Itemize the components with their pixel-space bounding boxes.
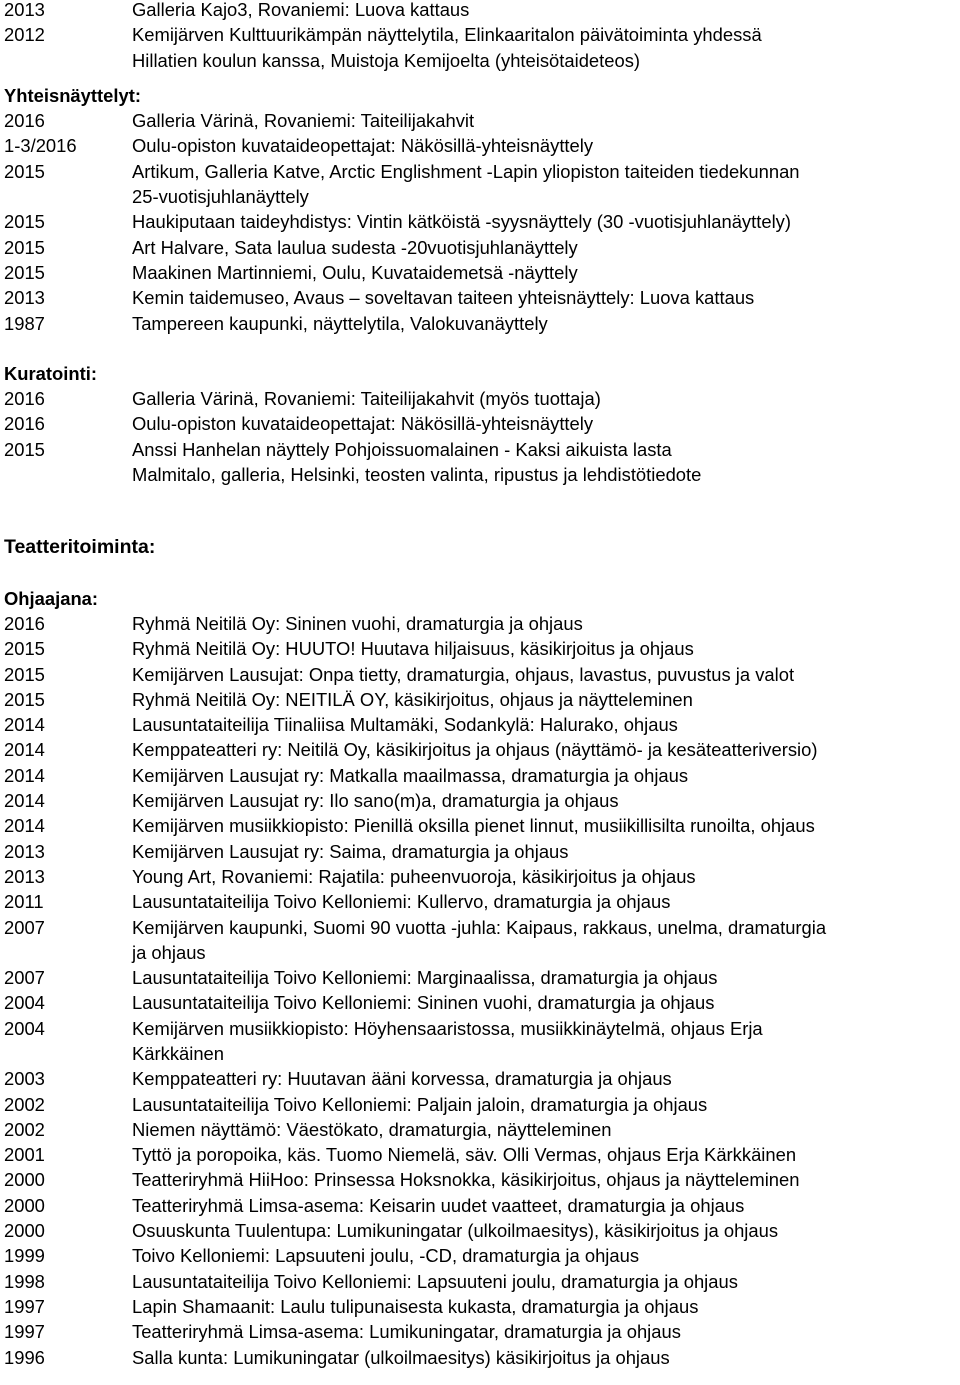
entry-text: 25-vuotisjuhlanäyttely xyxy=(132,186,309,208)
list-item xyxy=(4,260,960,285)
entry-text: Young Art, Rovaniemi: Rajatila: puheenvuoroja, käsikirjoitus ja ohjaus xyxy=(132,865,696,887)
kuratointi-list xyxy=(4,386,960,487)
entry-year: 1997 xyxy=(4,1321,45,1343)
entry-text: Kemijärven musiikkiopisto: Pienillä oksilla pienet linnut, musiikillisilta runoilta, ohjaus xyxy=(132,815,815,837)
list-item xyxy=(4,184,960,209)
entry-year: 2014 xyxy=(4,764,45,786)
list-item xyxy=(4,990,960,1015)
list-item xyxy=(4,159,960,184)
list-item xyxy=(4,940,960,965)
list-item xyxy=(4,687,960,712)
entry-year: 2003 xyxy=(4,1068,45,1090)
entry-text: Malmitalo, galleria, Helsinki, teosten valinta, ripustus ja lehdistötiedote xyxy=(132,464,702,486)
entry-text: Tampereen kaupunki, näyttelytila, Valokuvanäyttely xyxy=(132,312,548,334)
list-item xyxy=(4,611,960,636)
list-item xyxy=(4,763,960,788)
ohjaajana-heading: Ohjaajana: xyxy=(4,587,99,609)
list-item xyxy=(4,662,960,687)
entry-year: 2004 xyxy=(4,992,45,1014)
entry-text: Oulu-opiston kuvataideopettajat: Näkösillä-yhteisnäyttely xyxy=(132,413,594,435)
entry-text: Lausuntataiteilija Tiinaliisa Multamäki, Sodankylä: Halurako, ohjaus xyxy=(132,714,678,736)
yhteisnayttelyt-heading: Yhteisnäyttelyt: xyxy=(4,84,141,106)
list-item xyxy=(4,1041,960,1066)
list-item xyxy=(4,889,960,914)
entry-year: 2016 xyxy=(4,110,45,132)
list-item xyxy=(4,712,960,737)
entry-text: Osuuskunta Tuulentupa: Lumikuningatar (ulkoilmaesitys), käsikirjoitus ja ohjaus xyxy=(132,1220,779,1242)
list-item xyxy=(4,965,960,990)
list-item xyxy=(4,411,960,436)
entry-year: 2014 xyxy=(4,815,45,837)
entry-year: 2013 xyxy=(4,0,45,20)
entry-text: Kemijärven Lausujat ry: Saima, dramaturgia ja ohjaus xyxy=(132,840,569,862)
entry-text: Ryhmä Neitilä Oy: HUUTO! Huutava hiljaisuus, käsikirjoitus ja ohjaus xyxy=(132,638,694,660)
entry-year: 2013 xyxy=(4,840,45,862)
list-item xyxy=(4,1016,960,1041)
list-item xyxy=(4,1345,960,1370)
entry-text: Kemijärven kaupunki, Suomi 90 vuotta -juhla: Kaipaus, rakkaus, unelma, dramaturgia xyxy=(132,916,827,938)
entry-text: Teatteriryhmä Limsa-asema: Lumikuningatar, dramaturgia ja ohjaus xyxy=(132,1321,681,1343)
entry-text: Ryhmä Neitilä Oy: Sininen vuohi, dramaturgia ja ohjaus xyxy=(132,612,583,634)
entry-year: 2004 xyxy=(4,1017,45,1039)
entry-year: 2014 xyxy=(4,714,45,736)
list-item xyxy=(4,22,960,47)
entry-year: 2002 xyxy=(4,1093,45,1115)
entry-year: 2016 xyxy=(4,388,45,410)
entry-year: 2016 xyxy=(4,413,45,435)
entry-text: Hillatien koulun kanssa, Muistoja Kemijoelta (yhteisötaideteos) xyxy=(132,49,641,71)
list-item xyxy=(4,1319,960,1344)
entry-text: Lausuntataiteilija Toivo Kelloniemi: Sininen vuohi, dramaturgia ja ohjaus xyxy=(132,992,715,1014)
entry-year: 1997 xyxy=(4,1295,45,1317)
entry-year: 2015 xyxy=(4,688,45,710)
entry-text: Tyttö ja poropoika, käs. Tuomo Niemelä, säv. Olli Vermas, ohjaus Erja Kärkkäinen xyxy=(132,1144,797,1166)
list-item xyxy=(4,636,960,661)
list-item xyxy=(4,1092,960,1117)
list-item xyxy=(4,1243,960,1268)
entry-year: 2007 xyxy=(4,967,45,989)
entry-text: Lausuntataiteilija Toivo Kelloniemi: Kullervo, dramaturgia ja ohjaus xyxy=(132,891,671,913)
list-item xyxy=(4,915,960,940)
entry-text: Oulu-opiston kuvataideopettajat: Näkösillä-yhteisnäyttely xyxy=(132,135,594,157)
entry-text: Kemijärven Lausujat ry: Ilo sano(m)a, dramaturgia ja ohjaus xyxy=(132,790,619,812)
entry-year: 1996 xyxy=(4,1346,45,1368)
list-item xyxy=(4,311,960,336)
entry-text: Lausuntataiteilija Toivo Kelloniemi: Lapsuuteni joulu, dramaturgia ja ohjaus xyxy=(132,1270,738,1292)
list-item xyxy=(4,737,960,762)
entry-year: 2016 xyxy=(4,612,45,634)
entry-text: Lausuntataiteilija Toivo Kelloniemi: Paljain jaloin, dramaturgia ja ohjaus xyxy=(132,1093,708,1115)
entry-text: Galleria Värinä, Rovaniemi: Taiteilijakahvit (myös tuottaja) xyxy=(132,388,601,410)
entry-text: Salla kunta: Lumikuningatar (ulkoilmaesitys) käsikirjoitus ja ohjaus xyxy=(132,1346,670,1368)
entry-year: 2001 xyxy=(4,1144,45,1166)
entry-text: Kemppateatteri ry: Huutavan ääni korvessa, dramaturgia ja ohjaus xyxy=(132,1068,672,1090)
list-item xyxy=(4,0,960,22)
list-item xyxy=(4,1066,960,1091)
entry-year: 2014 xyxy=(4,739,45,761)
list-item xyxy=(4,1218,960,1243)
entry-text: Kemijärven Lausujat ry: Matkalla maailmassa, dramaturgia ja ohjaus xyxy=(132,764,689,786)
entry-year: 1999 xyxy=(4,1245,45,1267)
cv-document xyxy=(4,0,960,1370)
list-item xyxy=(4,285,960,310)
entry-year: 2007 xyxy=(4,916,45,938)
list-item xyxy=(4,462,960,487)
entry-text: Maakinen Martinniemi, Oulu, Kuvataidemetsä -näyttely xyxy=(132,261,578,283)
entry-year: 2000 xyxy=(4,1169,45,1191)
list-item xyxy=(4,839,960,864)
list-item xyxy=(4,209,960,234)
list-item xyxy=(4,108,960,133)
entry-text: Kemijärven musiikkiopisto: Höyhensaaristossa, musiikkinäytelmä, ohjaus Erja xyxy=(132,1017,763,1039)
list-item xyxy=(4,1269,960,1294)
entry-year: 2011 xyxy=(4,891,44,913)
list-item xyxy=(4,235,960,260)
list-item xyxy=(4,48,960,73)
entry-year: 1987 xyxy=(4,312,45,334)
entry-year: 2015 xyxy=(4,438,45,460)
entry-text: Teatteriryhmä Limsa-asema: Keisarin uudet vaatteet, dramaturgia ja ohjaus xyxy=(132,1194,745,1216)
entry-text: Kemppateatteri ry: Neitilä Oy, käsikirjoitus ja ohjaus (näyttämö- ja kesäteatteriversio) xyxy=(132,739,818,761)
list-item xyxy=(4,864,960,889)
entry-text: Haukiputaan taideyhdistys: Vintin kätköistä -syysnäyttely (30 -vuotisjuhlanäyttely) xyxy=(132,211,791,233)
entry-text: ja ohjaus xyxy=(132,941,206,963)
entry-year: 2015 xyxy=(4,638,45,660)
entry-text: Niemen näyttämö: Väestökato, dramaturgia, näytteleminen xyxy=(132,1118,612,1140)
list-item xyxy=(4,1142,960,1167)
entry-year: 2014 xyxy=(4,790,45,812)
entry-text: Ryhmä Neitilä Oy: NEITILÄ OY, käsikirjoitus, ohjaus ja näytteleminen xyxy=(132,688,693,710)
list-item xyxy=(4,813,960,838)
top-entries xyxy=(4,0,960,73)
entry-year: 1-3/2016 xyxy=(4,135,77,157)
list-item xyxy=(4,788,960,813)
list-item xyxy=(4,1193,960,1218)
list-item xyxy=(4,386,960,411)
ohjaajana-list xyxy=(4,611,960,1370)
entry-text: Art Halvare, Sata laulua sudesta -20vuotisjuhlanäyttely xyxy=(132,236,578,258)
entry-text: Kemin taidemuseo, Avaus – soveltavan taiteen yhteisnäyttely: Luova kattaus xyxy=(132,287,755,309)
list-item xyxy=(4,1294,960,1319)
entry-year: 2015 xyxy=(4,663,45,685)
entry-text: Kemijärven Lausujat: Onpa tietty, dramaturgia, ohjaus, lavastus, puvustus ja valot xyxy=(132,663,795,685)
entry-text: Artikum, Galleria Katve, Arctic Englishment -Lapin yliopiston taiteiden tiedekunnan xyxy=(132,160,800,182)
entry-text: Toivo Kelloniemi: Lapsuuteni joulu, -CD, dramaturgia ja ohjaus xyxy=(132,1245,640,1267)
entry-year: 2000 xyxy=(4,1220,45,1242)
entry-text: Kärkkäinen xyxy=(132,1042,225,1064)
teatteritoiminta-heading: Teatteritoiminta: xyxy=(4,536,156,559)
kuratointi-heading: Kuratointi: xyxy=(4,362,97,384)
entry-text: Galleria Värinä, Rovaniemi: Taiteilijakahvit xyxy=(132,110,475,132)
entry-year: 2013 xyxy=(4,287,45,309)
entry-year: 2015 xyxy=(4,211,45,233)
list-item xyxy=(4,1167,960,1192)
entry-text: Lapin Shamaanit: Laulu tulipunaisesta kukasta, dramaturgia ja ohjaus xyxy=(132,1295,699,1317)
list-item xyxy=(4,133,960,158)
entry-year: 2012 xyxy=(4,24,45,46)
entry-year: 1998 xyxy=(4,1270,45,1292)
entry-year: 2002 xyxy=(4,1118,45,1140)
entry-text: Kemijärven Kulttuurikämpän näyttelytila, Elinkaaritalon päivätoiminta yhdessä xyxy=(132,24,762,46)
entry-text: Lausuntataiteilija Toivo Kelloniemi: Marginaalissa, dramaturgia ja ohjaus xyxy=(132,967,718,989)
entry-year: 2000 xyxy=(4,1194,45,1216)
entry-year: 2013 xyxy=(4,865,45,887)
list-item xyxy=(4,437,960,462)
yhteisnayttelyt-list xyxy=(4,108,960,336)
entry-year: 2015 xyxy=(4,160,45,182)
entry-text: Galleria Kajo3, Rovaniemi: Luova kattaus xyxy=(132,0,470,20)
entry-text: Teatteriryhmä HiiHoo: Prinsessa Hoksnokka, käsikirjoitus, ohjaus ja näytteleminen xyxy=(132,1169,800,1191)
list-item xyxy=(4,1117,960,1142)
entry-year: 2015 xyxy=(4,236,45,258)
entry-year: 2015 xyxy=(4,261,45,283)
entry-text: Anssi Hanhelan näyttely Pohjoissuomalainen - Kaksi aikuista lasta xyxy=(132,438,672,460)
